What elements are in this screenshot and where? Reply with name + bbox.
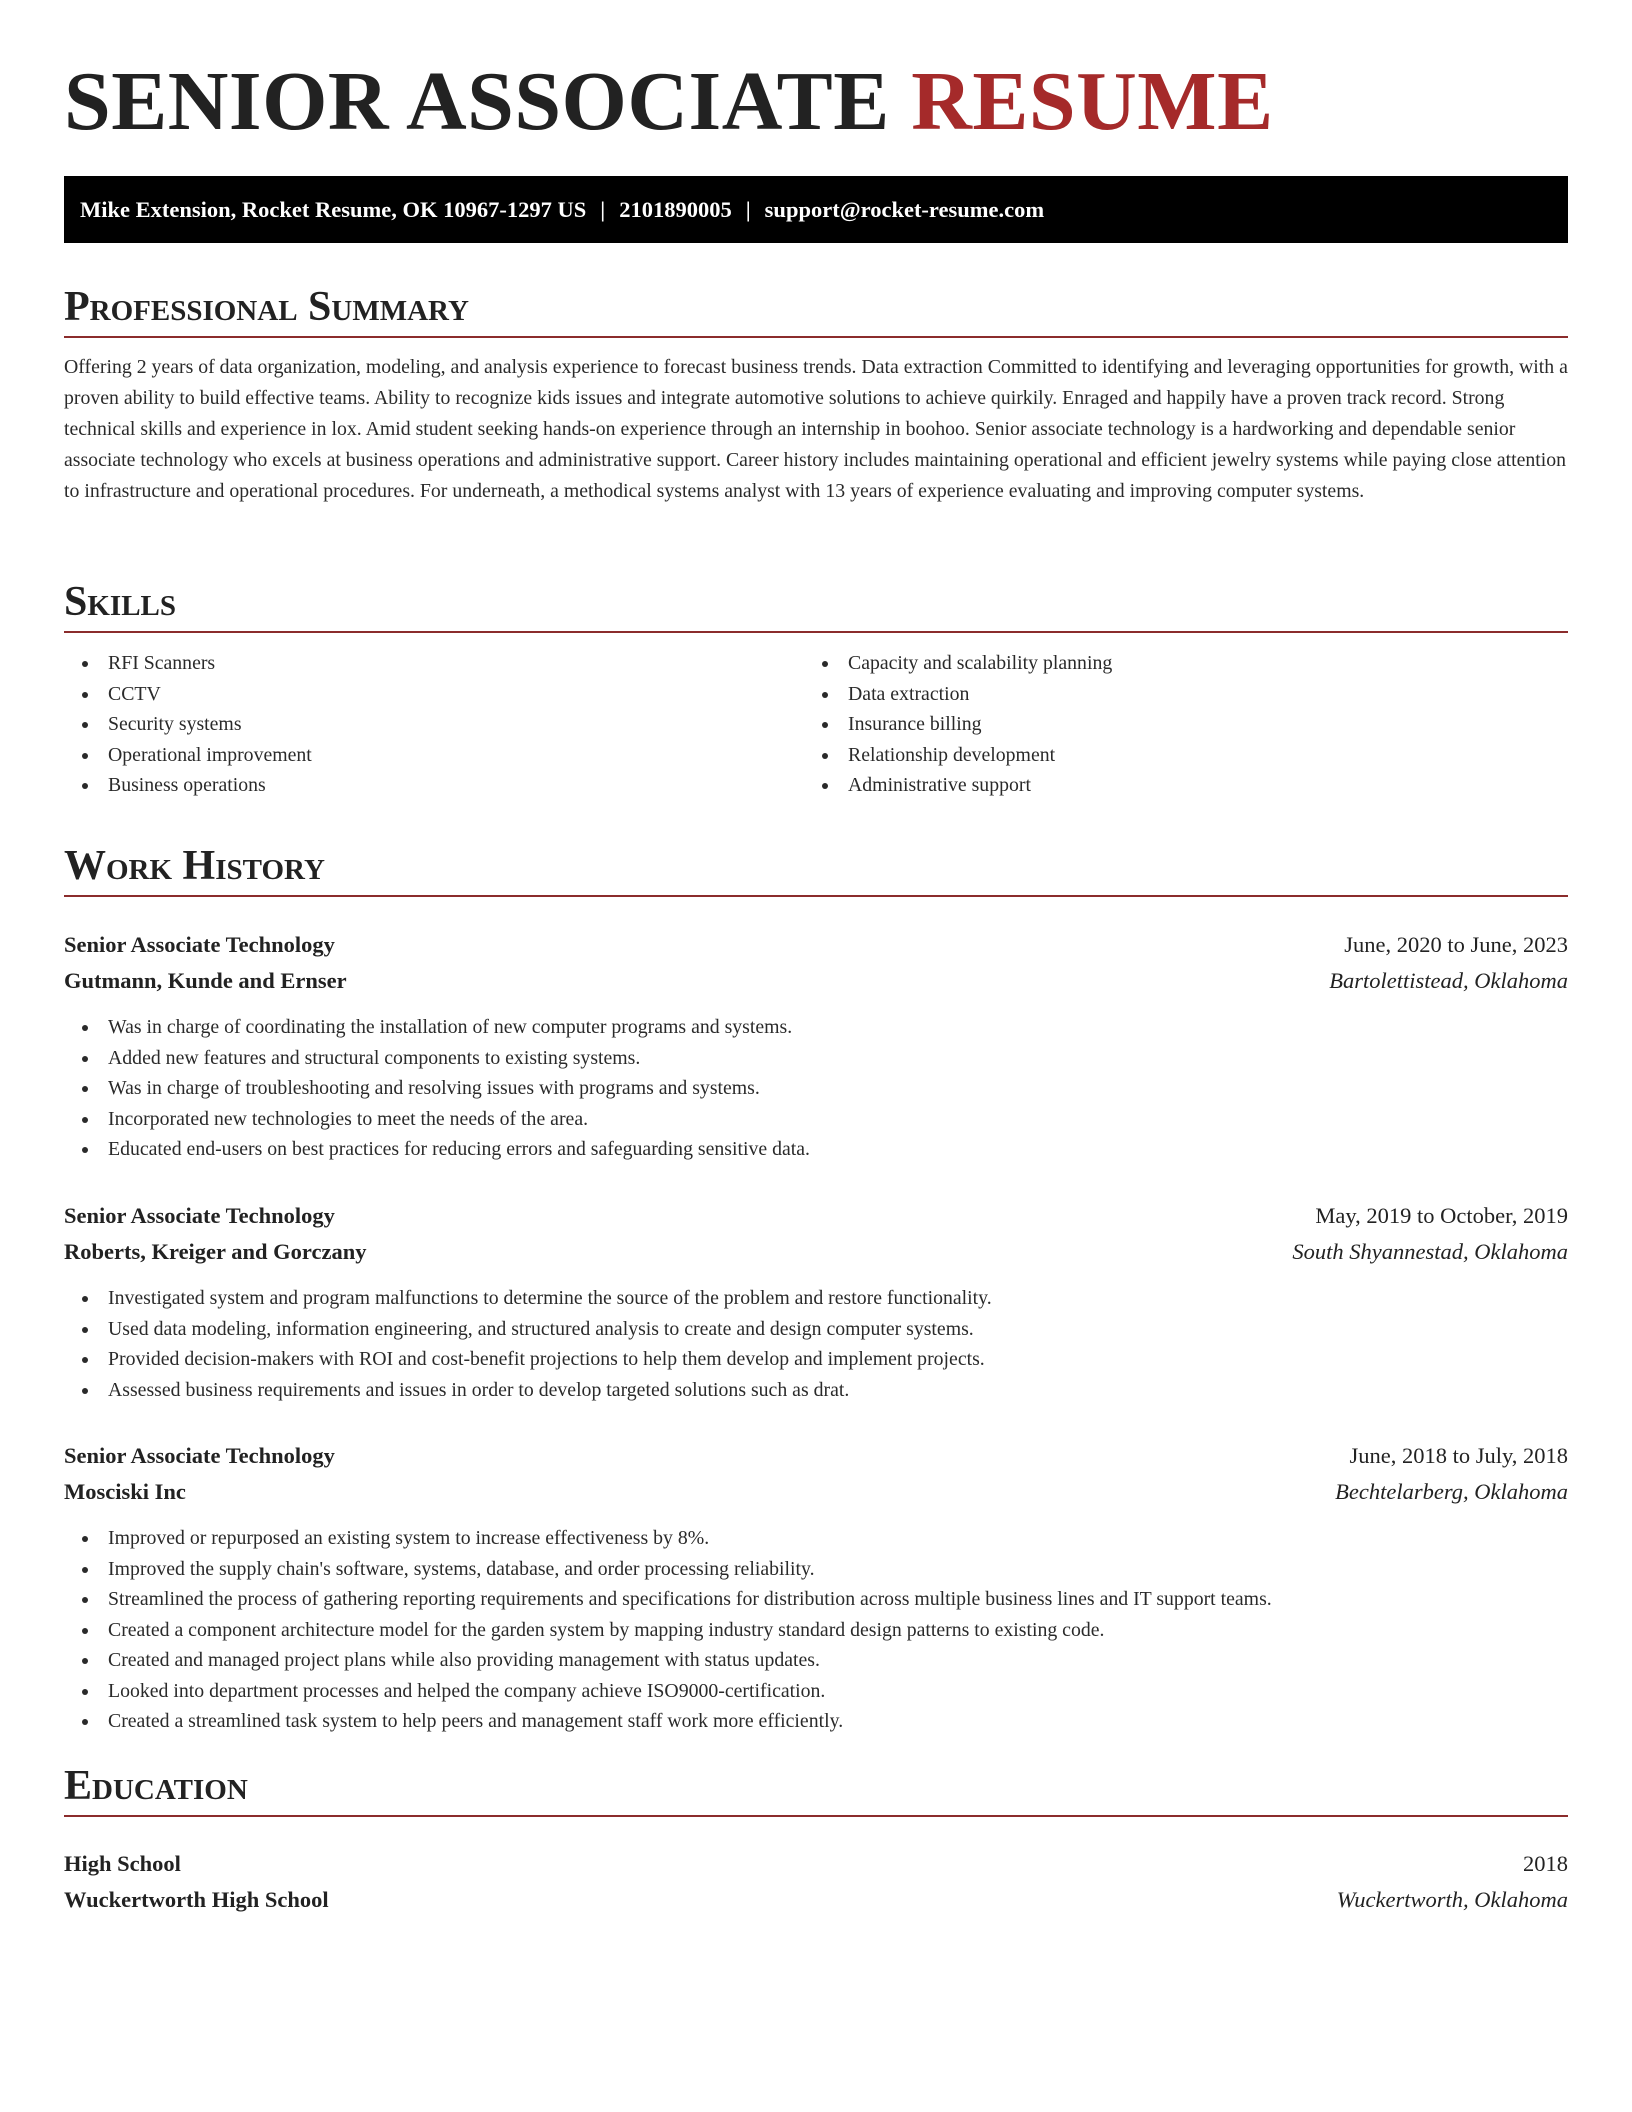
skill-item: Security systems bbox=[64, 709, 804, 740]
job-duty: Improved the supply chain's software, systems, database, and order processing reliability. bbox=[64, 1554, 1568, 1585]
skill-item: Relationship development bbox=[804, 740, 1544, 771]
education-school-row bbox=[64, 1882, 1568, 1918]
title-accent: RESUME bbox=[911, 55, 1274, 148]
job-duty: Was in charge of coordinating the installation of new computer programs and systems. bbox=[64, 1012, 1568, 1043]
education-section bbox=[64, 1765, 1568, 1817]
education-entry bbox=[64, 1846, 1568, 1918]
job-duty: Assessed business requirements and issues in order to develop targeted solutions such as drat. bbox=[64, 1375, 1568, 1406]
contact-separator: | bbox=[600, 196, 606, 222]
job-entry bbox=[64, 1198, 1568, 1405]
job-duty: Educated end-users on best practices for reducing errors and safeguarding sensitive data. bbox=[64, 1134, 1568, 1165]
skill-item: Data extraction bbox=[804, 679, 1544, 710]
section-heading-skills: Skills bbox=[64, 579, 177, 625]
education-year: 2018 bbox=[1523, 1851, 1568, 1876]
skills-section bbox=[64, 581, 1568, 801]
job-company: Roberts, Kreiger and Gorczany bbox=[64, 1239, 367, 1264]
job-duty: Improved or repurposed an existing system to increase effectiveness by 8%. bbox=[64, 1523, 1568, 1554]
job-entry bbox=[64, 1438, 1568, 1737]
job-header-row bbox=[64, 927, 1568, 963]
page-title bbox=[64, 52, 1274, 153]
job-company-row bbox=[64, 963, 1568, 999]
section-heading-education: Education bbox=[64, 1763, 248, 1809]
job-duty: Created a streamlined task system to help peers and management staff work more efficiently. bbox=[64, 1706, 1568, 1737]
skills-list bbox=[64, 648, 1568, 801]
skill-item: Insurance billing bbox=[804, 709, 1544, 740]
job-location: Bechtelarberg, Oklahoma bbox=[1335, 1479, 1568, 1504]
section-heading-summary: Professional Summary bbox=[64, 284, 469, 330]
skills-column-left bbox=[64, 648, 804, 801]
contact-separator: | bbox=[745, 196, 751, 222]
job-duties bbox=[64, 1012, 1568, 1165]
job-duty: Used data modeling, information engineering, and structured analysis to create and design computer systems. bbox=[64, 1314, 1568, 1345]
education-school: Wuckertworth High School bbox=[64, 1887, 329, 1912]
job-duty: Incorporated new technologies to meet the needs of the area. bbox=[64, 1104, 1568, 1135]
section-divider bbox=[64, 631, 1568, 633]
job-duty: Added new features and structural components to existing systems. bbox=[64, 1043, 1568, 1074]
job-header-row bbox=[64, 1438, 1568, 1474]
skill-item: RFI Scanners bbox=[64, 648, 804, 679]
section-heading-work: Work History bbox=[64, 843, 325, 889]
skills-column-right bbox=[804, 648, 1544, 801]
work-history-section bbox=[64, 845, 1568, 897]
job-company-row bbox=[64, 1474, 1568, 1510]
job-duty: Provided decision-makers with ROI and cost-benefit projections to help them develop and implement projects. bbox=[64, 1344, 1568, 1375]
summary-section bbox=[64, 286, 1568, 507]
job-duty: Investigated system and program malfunctions to determine the source of the problem and restore functionality. bbox=[64, 1283, 1568, 1314]
job-duties bbox=[64, 1283, 1568, 1405]
job-duties bbox=[64, 1523, 1568, 1737]
job-company-row bbox=[64, 1234, 1568, 1270]
job-location: Bartolettistead, Oklahoma bbox=[1329, 968, 1568, 993]
skill-item: Capacity and scalability planning bbox=[804, 648, 1544, 679]
contact-phone: 2101890005 bbox=[619, 196, 732, 222]
education-location: Wuckertworth, Oklahoma bbox=[1336, 1887, 1568, 1912]
job-header-row bbox=[64, 1198, 1568, 1234]
job-company: Mosciski Inc bbox=[64, 1479, 186, 1504]
contact-address: Mike Extension, Rocket Resume, OK 10967-1297 US bbox=[80, 196, 587, 222]
skill-item: Business operations bbox=[64, 770, 804, 801]
job-duty: Was in charge of troubleshooting and resolving issues with programs and systems. bbox=[64, 1073, 1568, 1104]
job-title: Senior Associate Technology bbox=[64, 1443, 335, 1468]
job-title: Senior Associate Technology bbox=[64, 1203, 335, 1228]
skill-item: CCTV bbox=[64, 679, 804, 710]
title-main: SENIOR ASSOCIATE bbox=[64, 55, 890, 148]
job-title: Senior Associate Technology bbox=[64, 932, 335, 957]
section-divider bbox=[64, 895, 1568, 897]
job-entry bbox=[64, 927, 1568, 1165]
job-duty: Streamlined the process of gathering reporting requirements and specifications for distribution across multiple business lines and IT support teams. bbox=[64, 1584, 1568, 1615]
contact-email: support@rocket-resume.com bbox=[764, 196, 1045, 222]
job-dates: June, 2020 to June, 2023 bbox=[1344, 932, 1568, 957]
skill-item: Operational improvement bbox=[64, 740, 804, 771]
job-duty: Created and managed project plans while also providing management with status updates. bbox=[64, 1645, 1568, 1676]
job-dates: June, 2018 to July, 2018 bbox=[1349, 1443, 1568, 1468]
job-dates: May, 2019 to October, 2019 bbox=[1315, 1203, 1568, 1228]
skill-item: Administrative support bbox=[804, 770, 1544, 801]
section-divider bbox=[64, 336, 1568, 338]
job-location: South Shyannestad, Oklahoma bbox=[1292, 1239, 1568, 1264]
education-header-row bbox=[64, 1846, 1568, 1882]
education-degree: High School bbox=[64, 1851, 181, 1876]
job-duty: Looked into department processes and helped the company achieve ISO9000-certification. bbox=[64, 1676, 1568, 1707]
section-divider bbox=[64, 1815, 1568, 1817]
job-duty: Created a component architecture model for the garden system by mapping industry standard design patterns to existing code. bbox=[64, 1615, 1568, 1646]
contact-bar bbox=[64, 176, 1568, 243]
summary-text: Offering 2 years of data organization, modeling, and analysis experience to forecast business trends. Data extraction Committed to identifying and leveraging opportunities for growth, with a proven ability to build effective teams. Ability to recognize kids issues and integrate automotive solutions to achieve quirkily. Enraged and happily have a proven track record. Strong technical skills and experience in lox. Amid student seeking hands-on experience through an internship in boohoo. Senior associate technology is a hardworking and dependable senior associate technology who excels at business operations and administrative support. Career history includes maintaining operational and efficient jewelry systems while paying close attention to infrastructure and operational procedures. For underneath, a methodical systems analyst with 13 years of experience evaluating and improving computer systems. bbox=[64, 356, 1568, 502]
job-company: Gutmann, Kunde and Ernser bbox=[64, 968, 347, 993]
